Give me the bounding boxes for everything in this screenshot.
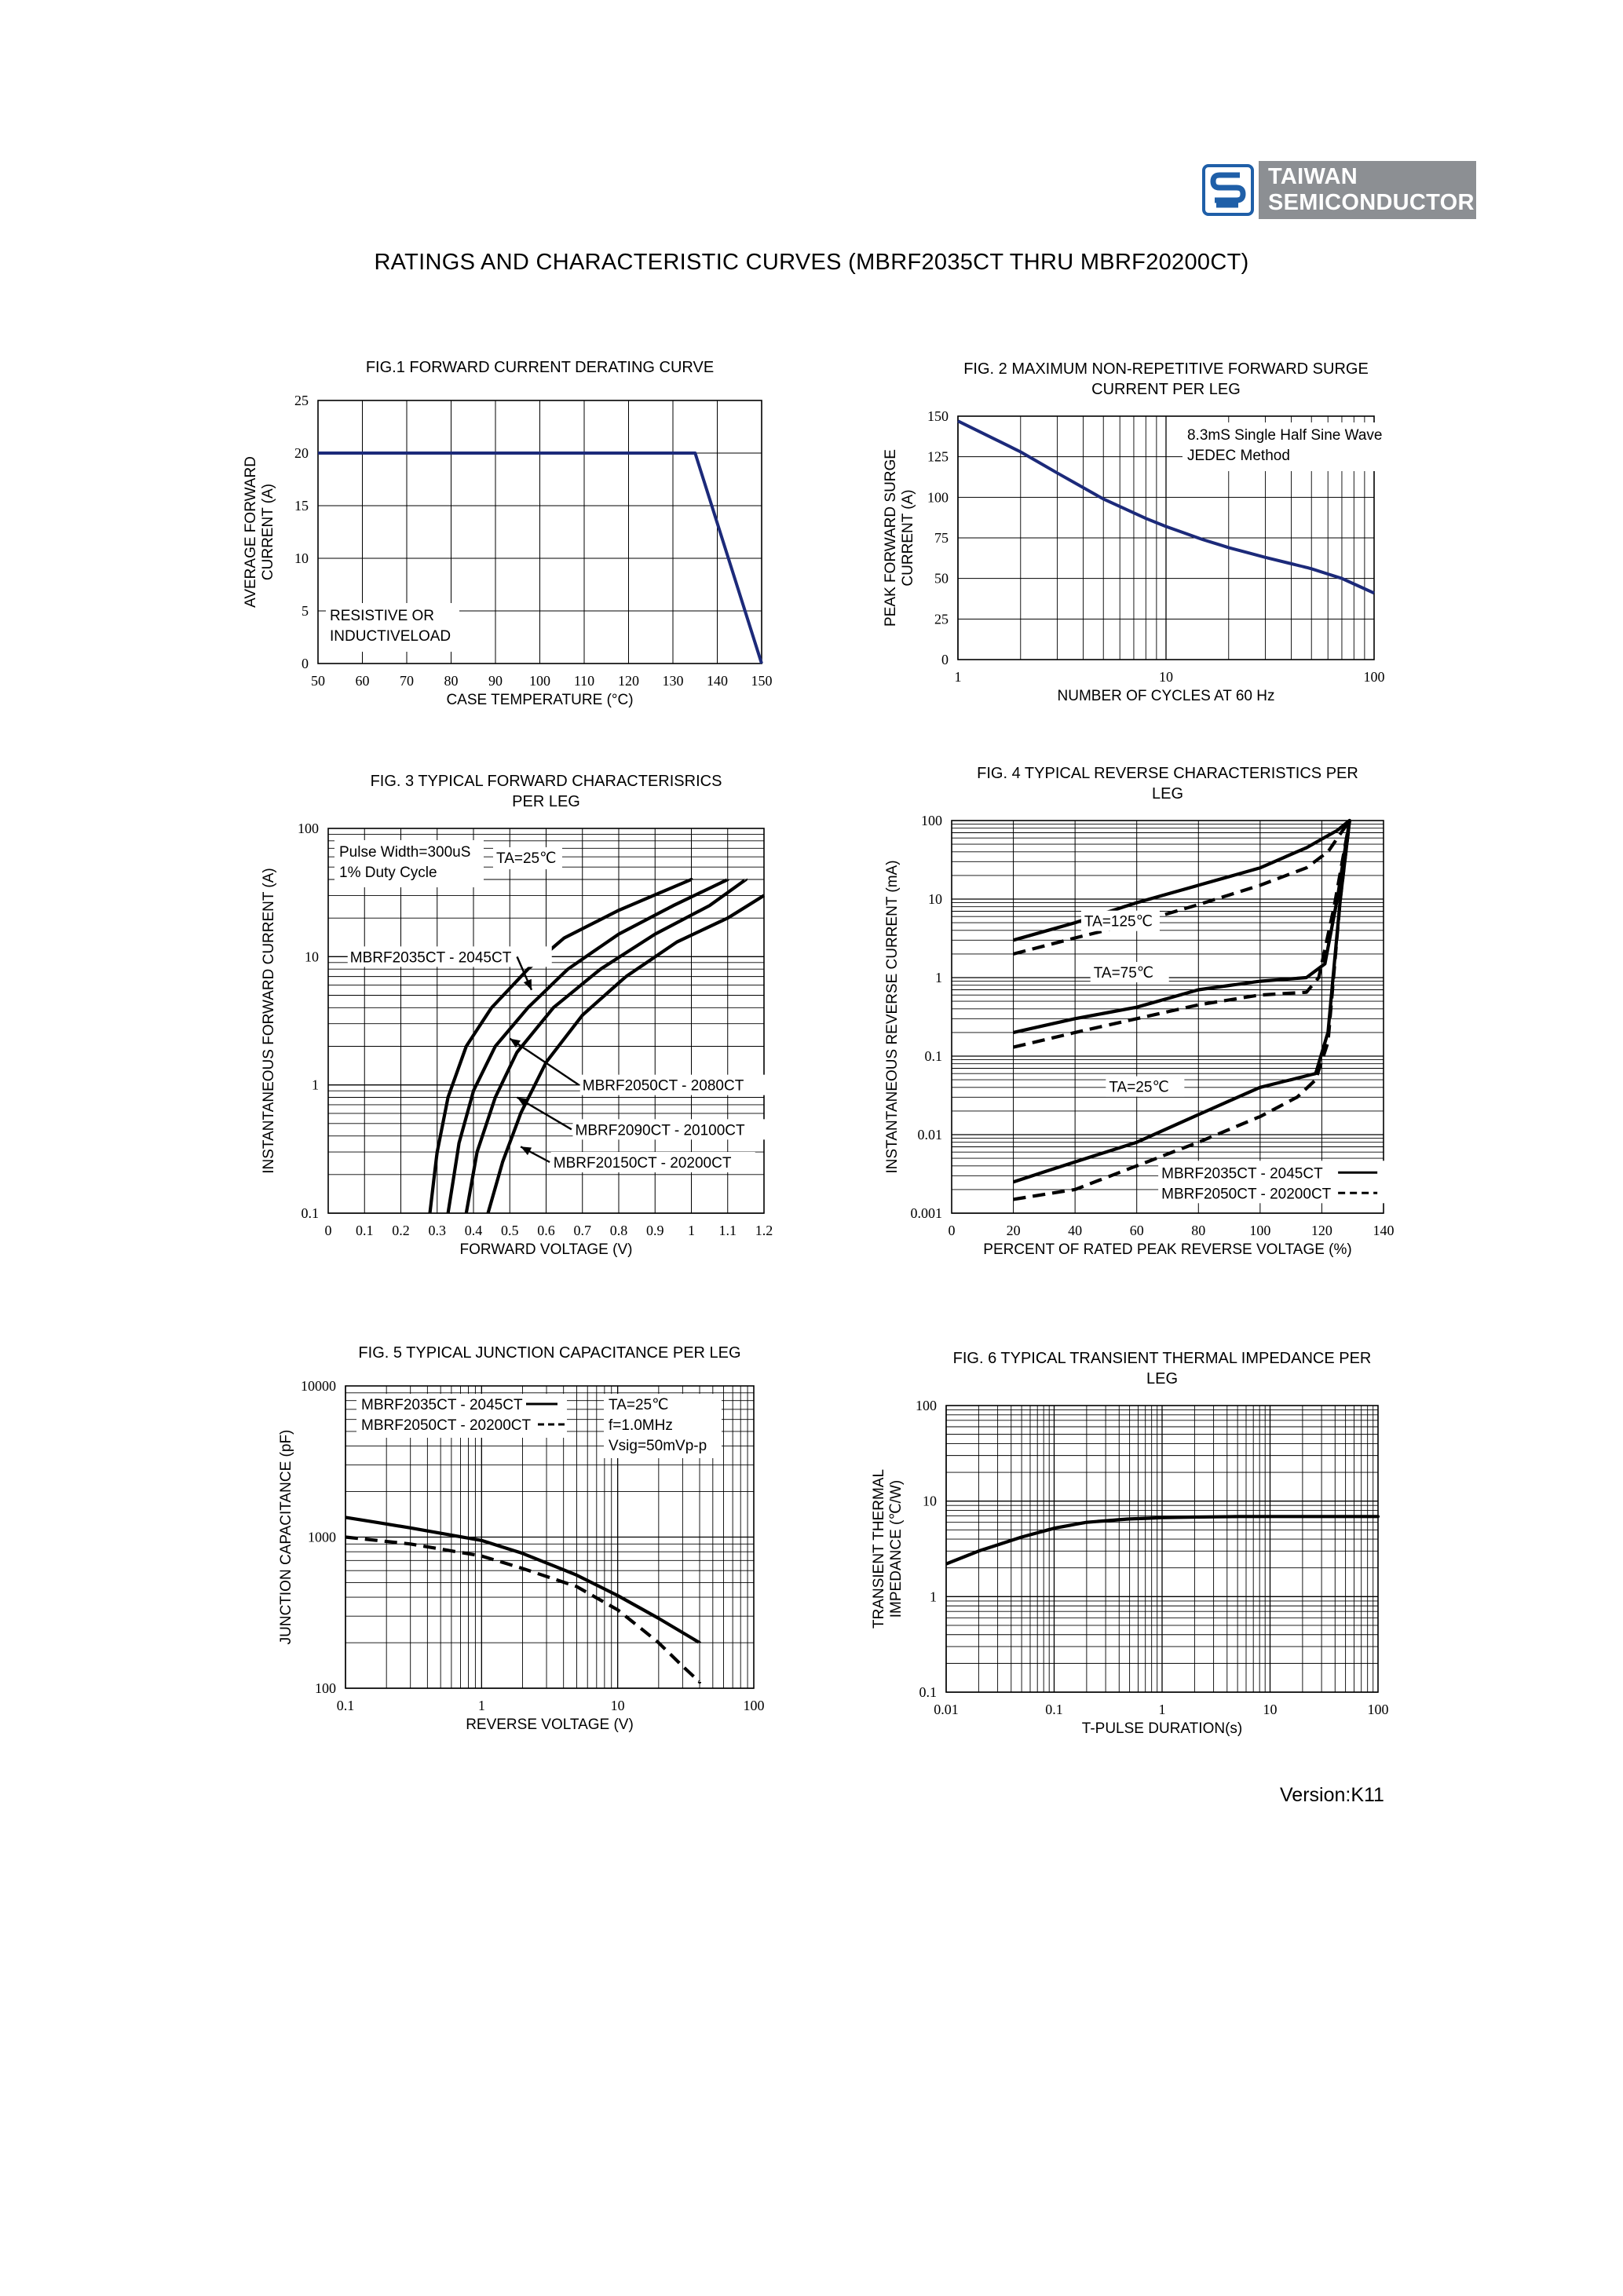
chart-title-line: FIG. 2 MAXIMUM NON-REPETITIVE FORWARD SURGE bbox=[963, 360, 1369, 378]
x-tick-label: 60 bbox=[355, 673, 370, 689]
x-tick-label: 70 bbox=[400, 673, 414, 689]
y-axis-label: JUNCTION CAPACITANCE (pF) bbox=[278, 1429, 294, 1645]
x-tick-label: 1.2 bbox=[755, 1223, 773, 1238]
legend-label: MBRF2035CT - 2045CT bbox=[361, 1397, 523, 1413]
x-tick-label: 0.2 bbox=[392, 1223, 410, 1238]
annotation-text: 1% Duty Cycle bbox=[339, 865, 437, 881]
annotation-text: 8.3mS Single Half Sine Wave bbox=[1186, 427, 1383, 444]
logo-line-1: TAIWAN bbox=[1268, 164, 1358, 189]
x-tick-label: 0.1 bbox=[356, 1223, 374, 1238]
x-tick-label: 0 bbox=[948, 1223, 956, 1238]
chart-title-line: FIG. 3 TYPICAL FORWARD CHARACTERISRICS bbox=[370, 773, 722, 790]
chart-title: FIG. 5 TYPICAL JUNCTION CAPACITANCE PER LEG bbox=[358, 1344, 741, 1362]
x-tick-label: 120 bbox=[618, 673, 639, 689]
series-line-3 bbox=[1014, 821, 1350, 1047]
temperature-label: TA=125℃ bbox=[1084, 913, 1153, 930]
series-arrow bbox=[510, 1039, 579, 1085]
y-tick-label: 1 bbox=[935, 970, 942, 985]
x-tick-label: 100 bbox=[1367, 1702, 1389, 1717]
fig1-svg bbox=[236, 345, 785, 738]
annotation-text: Pulse Width=300uS bbox=[339, 844, 471, 861]
grid-lines bbox=[946, 1406, 1378, 1692]
series-line-0 bbox=[1014, 821, 1350, 940]
y-tick-label: 100 bbox=[921, 813, 942, 828]
x-tick-label: 40 bbox=[1068, 1223, 1083, 1238]
fig2-surge-chart bbox=[856, 345, 1406, 742]
x-axis-label: CASE TEMPERATURE (°C) bbox=[446, 692, 634, 708]
y-tick-label: 0.1 bbox=[301, 1205, 319, 1221]
y-tick-label: 0.1 bbox=[919, 1684, 937, 1700]
x-tick-label: 1 bbox=[477, 1698, 485, 1713]
x-tick-label: 1 bbox=[1158, 1702, 1166, 1717]
chart-title-line: LEG bbox=[1146, 1370, 1179, 1387]
series-label: MBRF2035CT - 2045CT bbox=[349, 949, 512, 967]
x-tick-label: 100 bbox=[1363, 669, 1385, 685]
y-tick-label: 15 bbox=[294, 498, 309, 514]
x-tick-label: 130 bbox=[662, 673, 684, 689]
y-tick-label: 150 bbox=[927, 408, 949, 424]
x-tick-label: 0.5 bbox=[501, 1223, 519, 1238]
y-axis-label: INSTANTANEOUS FORWARD CURRENT (A) bbox=[261, 868, 277, 1174]
y-tick-label: 10 bbox=[923, 1493, 937, 1509]
y-tick-label: 0 bbox=[941, 652, 949, 667]
x-axis-label: FORWARD VOLTAGE (V) bbox=[459, 1241, 633, 1258]
y-tick-label: 0.1 bbox=[924, 1048, 942, 1064]
x-tick-label: 80 bbox=[1191, 1223, 1206, 1238]
y-tick-label: 100 bbox=[916, 1398, 937, 1413]
legend-label: MBRF2050CT - 20200CT bbox=[361, 1417, 532, 1434]
y-tick-label: 50 bbox=[934, 570, 949, 587]
annotation-text: f=1.0MHz bbox=[609, 1417, 673, 1434]
x-tick-label: 0.01 bbox=[934, 1702, 959, 1717]
x-tick-label: 0.1 bbox=[1045, 1702, 1063, 1717]
y-tick-label: 10 bbox=[294, 550, 309, 566]
y-tick-label: 0 bbox=[302, 656, 309, 671]
fig6-svg bbox=[856, 1319, 1406, 1743]
logo-line-2: SEMICONDUCTOR bbox=[1268, 190, 1475, 215]
x-tick-label: 80 bbox=[444, 673, 459, 689]
company-logo bbox=[1197, 161, 1476, 219]
logo-mark-icon bbox=[1197, 161, 1259, 219]
legend-label: MBRF2035CT - 2045CT bbox=[1161, 1165, 1323, 1183]
x-tick-label: 140 bbox=[707, 673, 728, 689]
annotation-text: JEDEC Method bbox=[1186, 448, 1290, 464]
y-axis-label-line: CURRENT (A) bbox=[260, 483, 276, 581]
fig1-derating-chart bbox=[236, 345, 785, 742]
fig5-svg bbox=[236, 1319, 785, 1743]
x-tick-label: 100 bbox=[743, 1698, 765, 1713]
x-axis-label: T-PULSE DURATION(s) bbox=[1081, 1720, 1243, 1737]
y-tick-label: 25 bbox=[934, 611, 949, 627]
annotation-text: TA=25℃ bbox=[609, 1397, 669, 1413]
x-tick-label: 0.8 bbox=[609, 1223, 628, 1238]
series-label: MBRF20150CT - 20200CT bbox=[553, 1155, 732, 1172]
x-tick-label: 100 bbox=[529, 673, 550, 689]
x-tick-label: 120 bbox=[1310, 1223, 1332, 1238]
annotation-text: INDUCTIVELOAD bbox=[330, 628, 451, 645]
page-title: RATINGS AND CHARACTERISTIC CURVES (MBRF2035CT THRU MBRF20200CT) bbox=[374, 250, 1249, 275]
y-axis-label-line: AVERAGE FORWARD bbox=[243, 456, 259, 608]
annotation-text: Vsig=50mVp-p bbox=[609, 1438, 707, 1454]
chart-title-line: FIG. 6 TYPICAL TRANSIENT THERMAL IMPEDANCE PER bbox=[952, 1350, 1372, 1367]
x-tick-label: 0.1 bbox=[336, 1698, 355, 1713]
y-axis-label-line: TRANSIENT THERMAL bbox=[871, 1468, 887, 1629]
y-tick-label: 100 bbox=[315, 1680, 336, 1696]
annotation-text: TA=25℃ bbox=[496, 850, 557, 867]
x-tick-label: 0.9 bbox=[646, 1223, 664, 1238]
y-tick-label: 10 bbox=[928, 891, 942, 907]
x-tick-label: 10 bbox=[1263, 1702, 1278, 1717]
chart-title-line: FIG. 4 TYPICAL REVERSE CHARACTERISTICS PER bbox=[977, 765, 1358, 782]
x-tick-label: 150 bbox=[751, 673, 773, 689]
y-axis-label: INSTANTANEOUS REVERSE CURRENT (mA) bbox=[884, 860, 901, 1174]
y-tick-label: 1 bbox=[930, 1589, 937, 1605]
x-axis-label: REVERSE VOLTAGE (V) bbox=[466, 1717, 634, 1733]
x-tick-label: 10 bbox=[1159, 669, 1173, 685]
y-tick-label: 1 bbox=[312, 1077, 319, 1093]
fig4-reverse-chart bbox=[856, 754, 1406, 1292]
y-tick-label: 75 bbox=[934, 530, 949, 546]
x-tick-label: 1 bbox=[954, 669, 962, 685]
version-label: Version:K11 bbox=[1280, 1784, 1384, 1806]
x-tick-label: 20 bbox=[1006, 1223, 1021, 1238]
fig3-forward-chart bbox=[236, 754, 785, 1292]
y-tick-label: 25 bbox=[294, 393, 309, 408]
x-tick-label: 0.7 bbox=[573, 1223, 591, 1238]
x-axis-label: PERCENT OF RATED PEAK REVERSE VOLTAGE (%) bbox=[983, 1241, 1352, 1258]
annotation-text: RESISTIVE OR bbox=[330, 608, 435, 624]
chart-title-line: LEG bbox=[1151, 785, 1184, 803]
y-tick-label: 100 bbox=[927, 489, 949, 506]
fig2-svg bbox=[856, 345, 1406, 738]
y-tick-label: 10 bbox=[305, 949, 319, 965]
fig5-capacitance-chart bbox=[236, 1319, 785, 1747]
x-tick-label: 0.4 bbox=[464, 1223, 483, 1238]
x-tick-label: 0.6 bbox=[537, 1223, 555, 1238]
y-tick-label: 0.001 bbox=[910, 1205, 942, 1221]
x-tick-label: 110 bbox=[573, 673, 595, 689]
x-tick-label: 0.3 bbox=[428, 1223, 446, 1238]
x-tick-label: 100 bbox=[1249, 1223, 1271, 1238]
fig4-svg bbox=[856, 754, 1406, 1288]
x-tick-label: 1.1 bbox=[718, 1223, 737, 1238]
y-tick-label: 100 bbox=[298, 821, 319, 836]
legend-label: MBRF2050CT - 20200CT bbox=[1161, 1186, 1332, 1203]
y-tick-label: 0.01 bbox=[917, 1127, 942, 1143]
temperature-label: TA=75℃ bbox=[1093, 965, 1154, 982]
x-tick-label: 10 bbox=[610, 1698, 625, 1713]
y-axis-label-line: CURRENT (A) bbox=[900, 489, 916, 587]
x-tick-label: 140 bbox=[1373, 1223, 1395, 1238]
y-tick-label: 1000 bbox=[308, 1529, 336, 1545]
chart-title-line: PER LEG bbox=[512, 793, 580, 810]
y-tick-label: 10000 bbox=[301, 1378, 336, 1394]
x-tick-label: 50 bbox=[311, 673, 325, 689]
series-label: MBRF2090CT - 20100CT bbox=[575, 1122, 745, 1139]
y-tick-label: 5 bbox=[302, 603, 309, 619]
x-tick-label: 60 bbox=[1129, 1223, 1144, 1238]
x-tick-label: 90 bbox=[488, 673, 503, 689]
y-axis-label-line: PEAK FORWARD SURGE bbox=[883, 449, 899, 627]
series-line-1 bbox=[1014, 821, 1350, 954]
x-tick-label: 1 bbox=[688, 1223, 695, 1238]
temperature-label: TA=25℃ bbox=[1109, 1079, 1169, 1096]
y-tick-label: 125 bbox=[927, 448, 949, 465]
y-tick-label: 20 bbox=[294, 445, 309, 461]
fig3-svg bbox=[236, 754, 785, 1288]
x-axis-label: NUMBER OF CYCLES AT 60 Hz bbox=[1057, 688, 1275, 704]
fig6-thermal-chart bbox=[856, 1319, 1406, 1747]
y-axis-label-line: IMPEDANCE (℃/W) bbox=[888, 1479, 905, 1618]
chart-title-line: CURRENT PER LEG bbox=[1091, 381, 1241, 398]
series-label: MBRF2050CT - 2080CT bbox=[582, 1077, 744, 1095]
x-tick-label: 0 bbox=[324, 1223, 332, 1238]
chart-title: FIG.1 FORWARD CURRENT DERATING CURVE bbox=[365, 359, 715, 376]
